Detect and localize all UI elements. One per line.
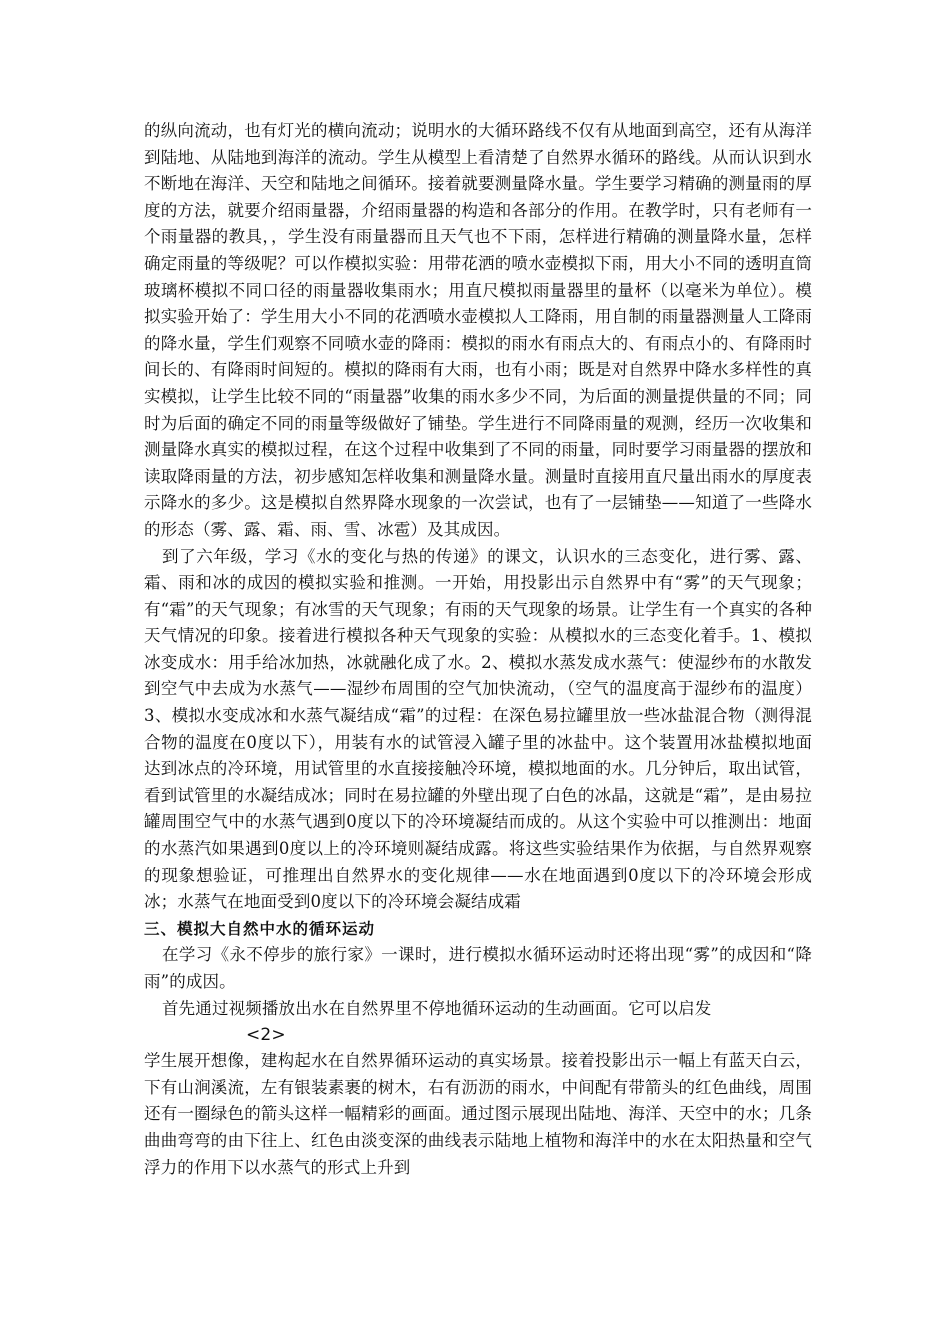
body-paragraph-5: 学生展开想像，建构起水在自然界循环运动的真实场景。接着投影出示一幅上有蓝天白云，下有山涧溪流，左有银装素裹的树木，右有沥沥的雨水，中间配有带箭头的红色曲线，周围还有一圈绿色的箭头这样一幅精彩的画面。通过图示展现出陆地、海洋、天空中的水；几条曲曲弯弯的由下往上、红色由淡变深的曲线表示陆地上植物和海洋中的水在太阳热量和空气浮力的作用下以水蒸气的形式上升到 [144,1051,812,1177]
body-paragraph-2: 到了六年级，学习《水的变化与热的传递》的课文，认识水的三态变化，进行雾、露、霜、雨和冰的成因的模拟实验和推测。一开始，用投影出示自然界中有“雾”的天气现象；有“霜”的天气现象；有冰雪的天气现象；有雨的天气现象的场景。让学生有一个真实的各种天气情况的印象。接着进行模拟各种天气现象的实验：从模拟水的三态变化着手。1、模拟冰变成水：用手给冰加热，冰就融化成了水。2、模拟水蒸发成水蒸气：使湿纱布的水散发到空气中去成为水蒸气——湿纱布周围的空气加快流动，（空气的温度高于湿纱布的温度）3、模拟水变成冰和水蒸气凝结成“霜”的过程：在深色易拉罐里放一些冰盐混合物（测得混合物的温度在0度以下），用装有水的试管浸入罐子里的冰盐中。这个装置用冰盐模拟地面达到冰点的冷环境，用试管里的水直接接触冷环境，模拟地面的水。几分钟后，取出试管，看到试管里的水凝结成冰；同时在易拉罐的外壁出现了白色的冰晶，这就是“霜”，是由易拉罐周围空气中的水蒸气遇到0度以下的冷环境凝结而成的。从这个实验中可以推测出：地面的水蒸汽如果遇到0度以上的冷环境则凝结成露。将这些实验结果作为依据，与自然界观察的现象想验证，可推理出自然界水的变化规律——水在地面遇到0度以下的冷环境会形成冰；水蒸气在地面受到0度以下的冷环境会凝结成霜 [144,546,812,912]
body-paragraph-4: 首先通过视频播放出水在自然界里不停地循环运动的生动画面。它可以启发 [162,998,712,1018]
document-page [144,118,812,1181]
page-number: <2> [246,1025,286,1046]
section-heading: 三、模拟大自然中水的循环运动 [144,919,376,938]
body-paragraph-3: 在学习《永不停步的旅行家》一课时，进行模拟水循环运动时还将出现“雾”的成因和“降雨”的成因。 [144,945,812,991]
body-paragraph-1: 的纵向流动，也有灯光的横向流动；说明水的大循环路线不仅有从地面到高空，还有从海洋到陆地、从陆地到海洋的流动。学生从模型上看清楚了自然界水循环的路线。从而认识到水不断地在海洋、天空和陆地之间循环。接着就要测量降水量。学生要学习精确的测量雨的厚度的方法，就要介绍雨量器，介绍雨量器的构造和各部分的作用。在教学时，只有老师有一个雨量器的教具，，学生没有雨量器而且天气也不下雨，怎样进行精确的测量降水量，怎样确定雨量的等级呢？可以作模拟实验：用带花洒的喷水壶模拟下雨，用大小不同的透明直筒玻璃杯模拟不同口径的雨量器收集雨水；用直尺模拟雨量器里的量杯（以毫米为单位）。模拟实验开始了：学生用大小不同的花洒喷水壶模拟人工降雨，用自制的雨量器测量人工降雨的降水量，学生们观察不同喷水壶的降雨：模拟的雨水有雨点大的、有雨点小的、有降雨时间长的、有降雨时间短的。模拟的降雨有大雨，也有小雨；既是对自然界中降水多样性的真实模拟，让学生比较不同的“雨量器”收集的雨水多少不同，为后面的测量提供量的不同；同时为后面的确定不同的雨量等级做好了铺垫。学生进行不同降雨量的观测，经历一次收集和测量降水真实的模拟过程，在这个过程中收集到了不同的雨量，同时要学习雨量器的摆放和读取降雨量的方法，初步感知怎样收集和测量降水量。测量时直接用直尺量出雨水的厚度表示降水的多少。这是模拟自然界降水现象的一次尝试，也有了一层铺垫——知道了一些降水的形态（雾、露、霜、雨、雪、冰雹）及其成因。 [144,121,812,539]
